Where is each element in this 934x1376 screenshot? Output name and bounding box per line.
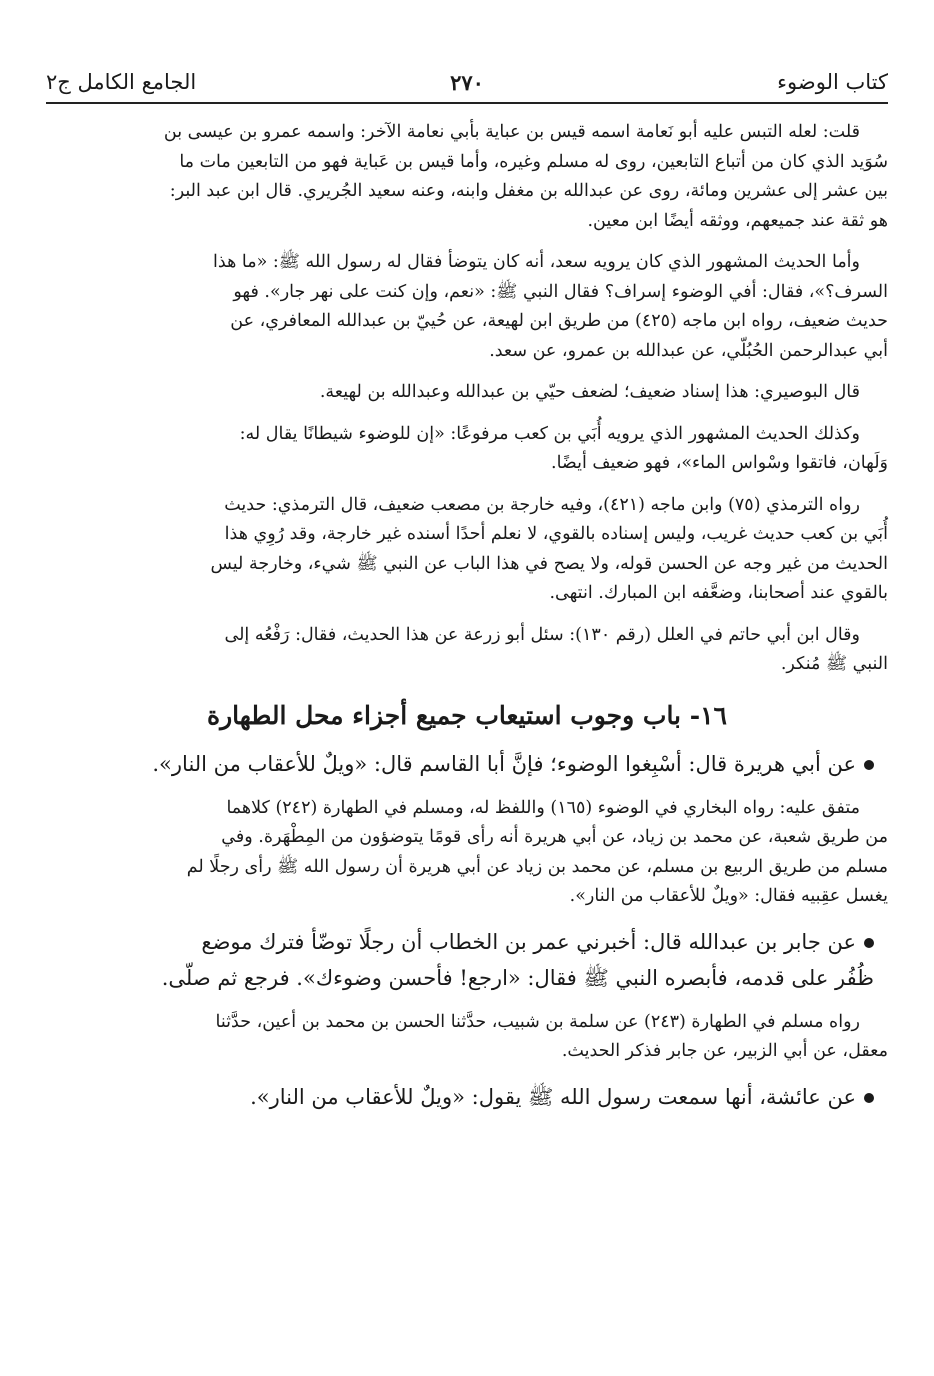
text-line	[46, 1079, 874, 1115]
paragraph-s2	[46, 1008, 888, 1067]
text-line: رواه مسلم في الطهارة (٢٤٣) عن سلمة بن شبيب، حدَّثنا الحسن بن محمد بن أعين، حدَّثنا	[215, 1011, 860, 1032]
text-line: من طريق شعبة، عن محمد بن زياد، عن أبي هريرة أنه رأى قومًا يتوضؤون من المِطْهَرة. وفي	[221, 827, 888, 847]
text-line: سُوَيد الذي كان من أتباع التابعين، روى له مسلم وغيره، وأما قيس بن عَباية فهو من التابعين مات ما	[179, 151, 888, 172]
text-line	[46, 924, 874, 960]
text-line: السرف؟»، فقال: أفي الوضوء إسراف؟ فقال النبي ﷺ: «نعم، وإن كنت على نهر جار». فهو	[233, 281, 888, 302]
paragraph-p5	[46, 491, 888, 609]
paragraph-p1	[46, 118, 888, 236]
text-line: قال البوصيري: هذا إسناد ضعيف؛ لضعف حيّي بن عبدالله وعبدالله بن لهيعة.	[319, 382, 860, 402]
text-line	[46, 746, 874, 782]
text-line: حديث ضعيف، رواه ابن ماجه (٤٢٥) من طريق ابن لهيعة، عن حُييّ بن عبدالله المعافري، عن	[230, 311, 888, 331]
chapter-heading: ١٦- باب وجوب استيعاب جميع أجزاء محل الطهارة	[207, 700, 727, 730]
text-line: معقل، عن أبي الزبير، عن جابر فذكر الحديث.	[561, 1041, 888, 1061]
text-line: قلت: لعله التبس عليه أبو نَعامة اسمه قيس بن عباية بأبي نعامة الآخر: واسمه عمرو بن عيسى بن	[163, 122, 860, 142]
text-line: النبي ﷺ مُنكر.	[780, 654, 888, 674]
text-line: وأما الحديث المشهور الذي كان يرويه سعد، أنه كان يتوضأ فقال له رسول الله ﷺ: «ما هذا	[213, 252, 860, 272]
text-line: أُبَي بن كعب حديث غريب، وليس إسناده بالقوي، لا نعلم أحدًا أسنده غير خارجة، وقد رُوِي هذا	[224, 524, 888, 544]
page-header	[46, 62, 888, 102]
text-line: الحديث من غير وجه عن الحسن قوله، ولا يصح في هذا الباب عن النبي ﷺ شيء، وخارجة ليس	[210, 553, 888, 574]
paragraph-p6	[46, 621, 888, 680]
text-line: ظُفُر على قدمه، فأبصره النبي ﷺ فقال: «ارجع! فأحسن وضوءك». فرجع ثم صلّى.	[161, 965, 874, 990]
text-line: مسلم من طريق الربيع بن مسلم، عن محمد بن زياد عن أبي هريرة أن رسول الله ﷺ رأى رجلًا لم	[186, 856, 888, 877]
text-line: وَلَهان، فاتقوا وسْواس الماء»، فهو ضعيف أيضًا.	[551, 453, 888, 473]
text-line: أبي عبدالرحمن الحُبُلّي، عن عبدالله بن عمرو، عن سعد.	[489, 340, 888, 361]
header-book-title: كتاب الوضوء	[777, 70, 888, 94]
text-line: هو ثقة عند جميعهم، ووثقه أيضًا ابن معين.	[587, 210, 888, 231]
document-page	[46, 62, 888, 1127]
paragraph-p3	[46, 378, 888, 408]
header-rule	[46, 102, 888, 104]
text-line: متفق عليه: رواه البخاري في الوضوء (١٦٥) واللفظ له، ومسلم في الطهارة (٢٤٢) كلاهما	[226, 797, 860, 818]
text-line-content: عن جابر بن عبدالله قال: أخبرني عمر بن الخطاب أن رجلًا توضّأ فترك موضع	[201, 929, 856, 954]
bullet-icon	[864, 1093, 874, 1103]
commentary-section	[46, 118, 888, 680]
text-line: بالقوي عند أصحابنا، وضعَّفه ابن المبارك. انتهى.	[549, 583, 888, 603]
text-line: وكذلك الحديث المشهور الذي يرويه أُبَي بن كعب مرفوعًا: «إن للوضوء شيطانًا يقال له:	[239, 423, 860, 444]
bullet-icon	[864, 760, 874, 770]
paragraph-s1	[46, 794, 888, 912]
text-line-content: عن عائشة، أنها سمعت رسول الله ﷺ يقول: «ويلٌ للأعقاب من النار».	[250, 1084, 856, 1109]
text-line: بين عشر إلى عشرين ومائة، روى عن عبدالله بن مغفل وابنه، وعنه سعيد الجُريري. قال ابن عبد البر:	[169, 181, 888, 201]
text-line: وقال ابن أبي حاتم في العلل (رقم ١٣٠): سئل أبو زرعة عن هذا الحديث، فقال: رَفْعُه إلى	[224, 624, 860, 645]
paragraph-p4	[46, 420, 888, 479]
bullet-icon	[864, 938, 874, 948]
paragraph-p2	[46, 248, 888, 366]
hadith-b2	[46, 924, 888, 996]
header-page-number: ٢٧٠	[450, 70, 484, 95]
hadith-b3	[46, 1079, 888, 1115]
text-line-content: عن أبي هريرة قال: أسْبِغوا الوضوء؛ فإنَّ أبا القاسم قال: «ويلٌ للأعقاب من النار».	[152, 751, 856, 776]
chapter-body	[46, 746, 888, 1115]
header-volume-title: الجامع الكامل ج٢	[46, 70, 197, 94]
hadith-b1	[46, 746, 888, 782]
text-line: يغسل عقِبيه فقال: «ويلٌ للأعقاب من النار».	[569, 886, 888, 906]
text-line: رواه الترمذي (٧٥) وابن ماجه (٤٢١)، وفيه خارجة بن مصعب ضعيف، قال الترمذي: حديث	[224, 494, 860, 515]
